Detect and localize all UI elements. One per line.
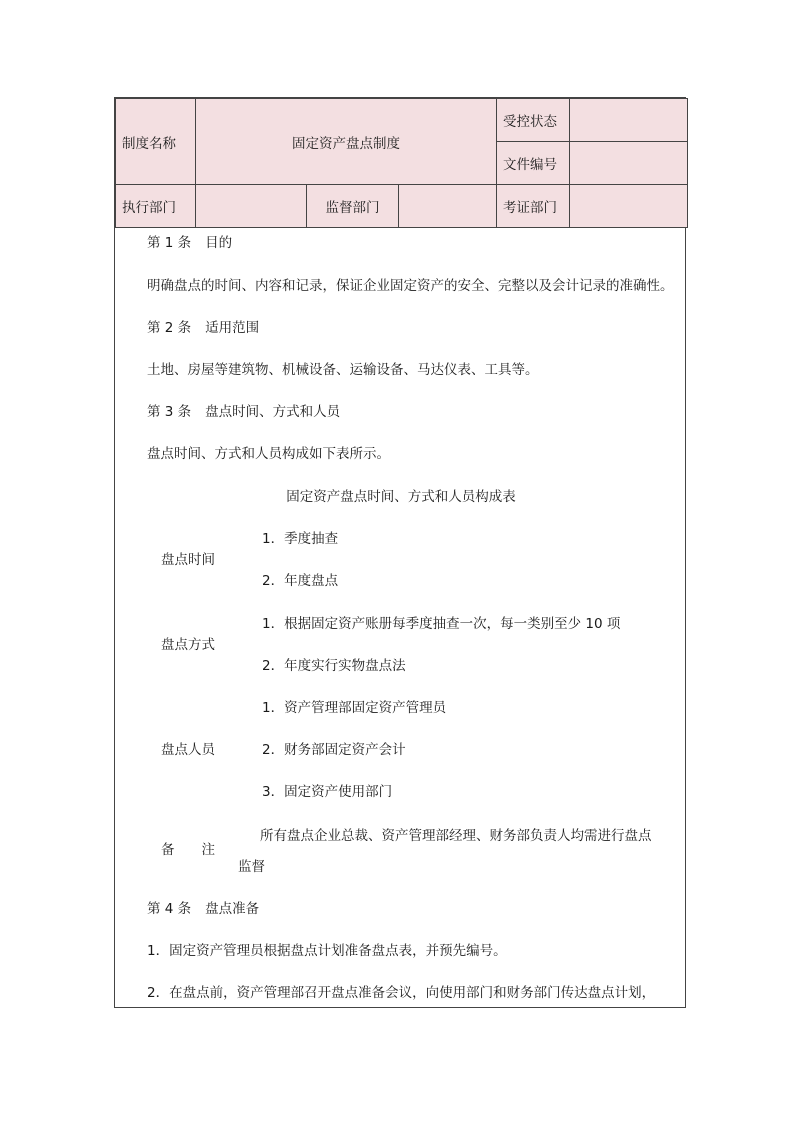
staff-item-1: 1．资产管理部固定资产管理员 bbox=[262, 700, 447, 716]
exec-dept-value[interactable] bbox=[196, 185, 307, 228]
method-item-2: 2．年度实行实物盘点法 bbox=[262, 658, 406, 674]
article-4-item-1: 1．固定资产管理员根据盘点计划准备盘点表，并预先编号。 bbox=[147, 943, 507, 959]
time-item-1: 1．季度抽查 bbox=[262, 531, 339, 547]
supervise-dept-value[interactable] bbox=[399, 185, 497, 228]
system-name-label: 制度名称 bbox=[116, 99, 196, 185]
file-number-label: 文件编号 bbox=[497, 142, 570, 185]
note-text-line-2: 监督 bbox=[238, 859, 265, 875]
file-number-value[interactable] bbox=[570, 142, 688, 185]
article-3-heading bbox=[147, 400, 340, 420]
table-caption: 固定资产盘点时间、方式和人员构成表 bbox=[286, 489, 516, 505]
staff-item-3: 3．固定资产使用部门 bbox=[262, 784, 393, 800]
assess-dept-value[interactable] bbox=[570, 185, 688, 228]
article-2-title: 适用范围 bbox=[205, 320, 260, 336]
article-2-number: 第 2 条 bbox=[147, 320, 192, 336]
article-1-number: 第 1 条 bbox=[147, 235, 192, 251]
article-1-heading bbox=[147, 231, 232, 251]
time-label: 盘点时间 bbox=[161, 552, 215, 568]
article-4-number: 第 4 条 bbox=[147, 901, 192, 917]
article-2-heading bbox=[147, 316, 259, 336]
note-text-line-1: 所有盘点企业总裁、资产管理部经理、财务部负责人均需进行盘点 bbox=[260, 828, 652, 844]
article-1-title: 目的 bbox=[205, 235, 233, 251]
article-4-item-2: 2．在盘点前，资产管理部召开盘点准备会议，向使用部门和财务部门传达盘点计划， bbox=[147, 985, 656, 1001]
document-page bbox=[114, 97, 686, 1008]
method-item-1: 1．根据固定资产账册每季度抽查一次，每一类别至少 10 项 bbox=[262, 616, 621, 632]
article-1-text: 明确盘点的时间、内容和记录，保证企业固定资产的安全、完整以及会计记录的准确性。 bbox=[147, 278, 674, 294]
header-table bbox=[115, 98, 688, 228]
staff-label: 盘点人员 bbox=[161, 742, 215, 758]
time-item-2: 2．年度盘点 bbox=[262, 573, 339, 589]
article-2-text: 土地、房屋等建筑物、机械设备、运输设备、马达仪表、工具等。 bbox=[147, 362, 539, 378]
staff-item-2: 2．财务部固定资产会计 bbox=[262, 742, 406, 758]
control-status-value[interactable] bbox=[570, 99, 688, 142]
method-label: 盘点方式 bbox=[161, 637, 215, 653]
exec-dept-label: 执行部门 bbox=[116, 185, 196, 228]
article-3-text: 盘点时间、方式和人员构成如下表所示。 bbox=[147, 446, 390, 462]
system-name-value: 固定资产盘点制度 bbox=[196, 99, 497, 185]
article-3-title: 盘点时间、方式和人员 bbox=[205, 404, 341, 420]
article-3-number: 第 3 条 bbox=[147, 404, 192, 420]
note-label: 备 注 bbox=[161, 842, 215, 858]
assess-dept-label: 考证部门 bbox=[497, 185, 570, 228]
control-status-label: 受控状态 bbox=[497, 99, 570, 142]
article-4-title: 盘点准备 bbox=[205, 901, 260, 917]
article-4-heading bbox=[147, 897, 259, 917]
supervise-dept-label: 监督部门 bbox=[307, 185, 399, 228]
